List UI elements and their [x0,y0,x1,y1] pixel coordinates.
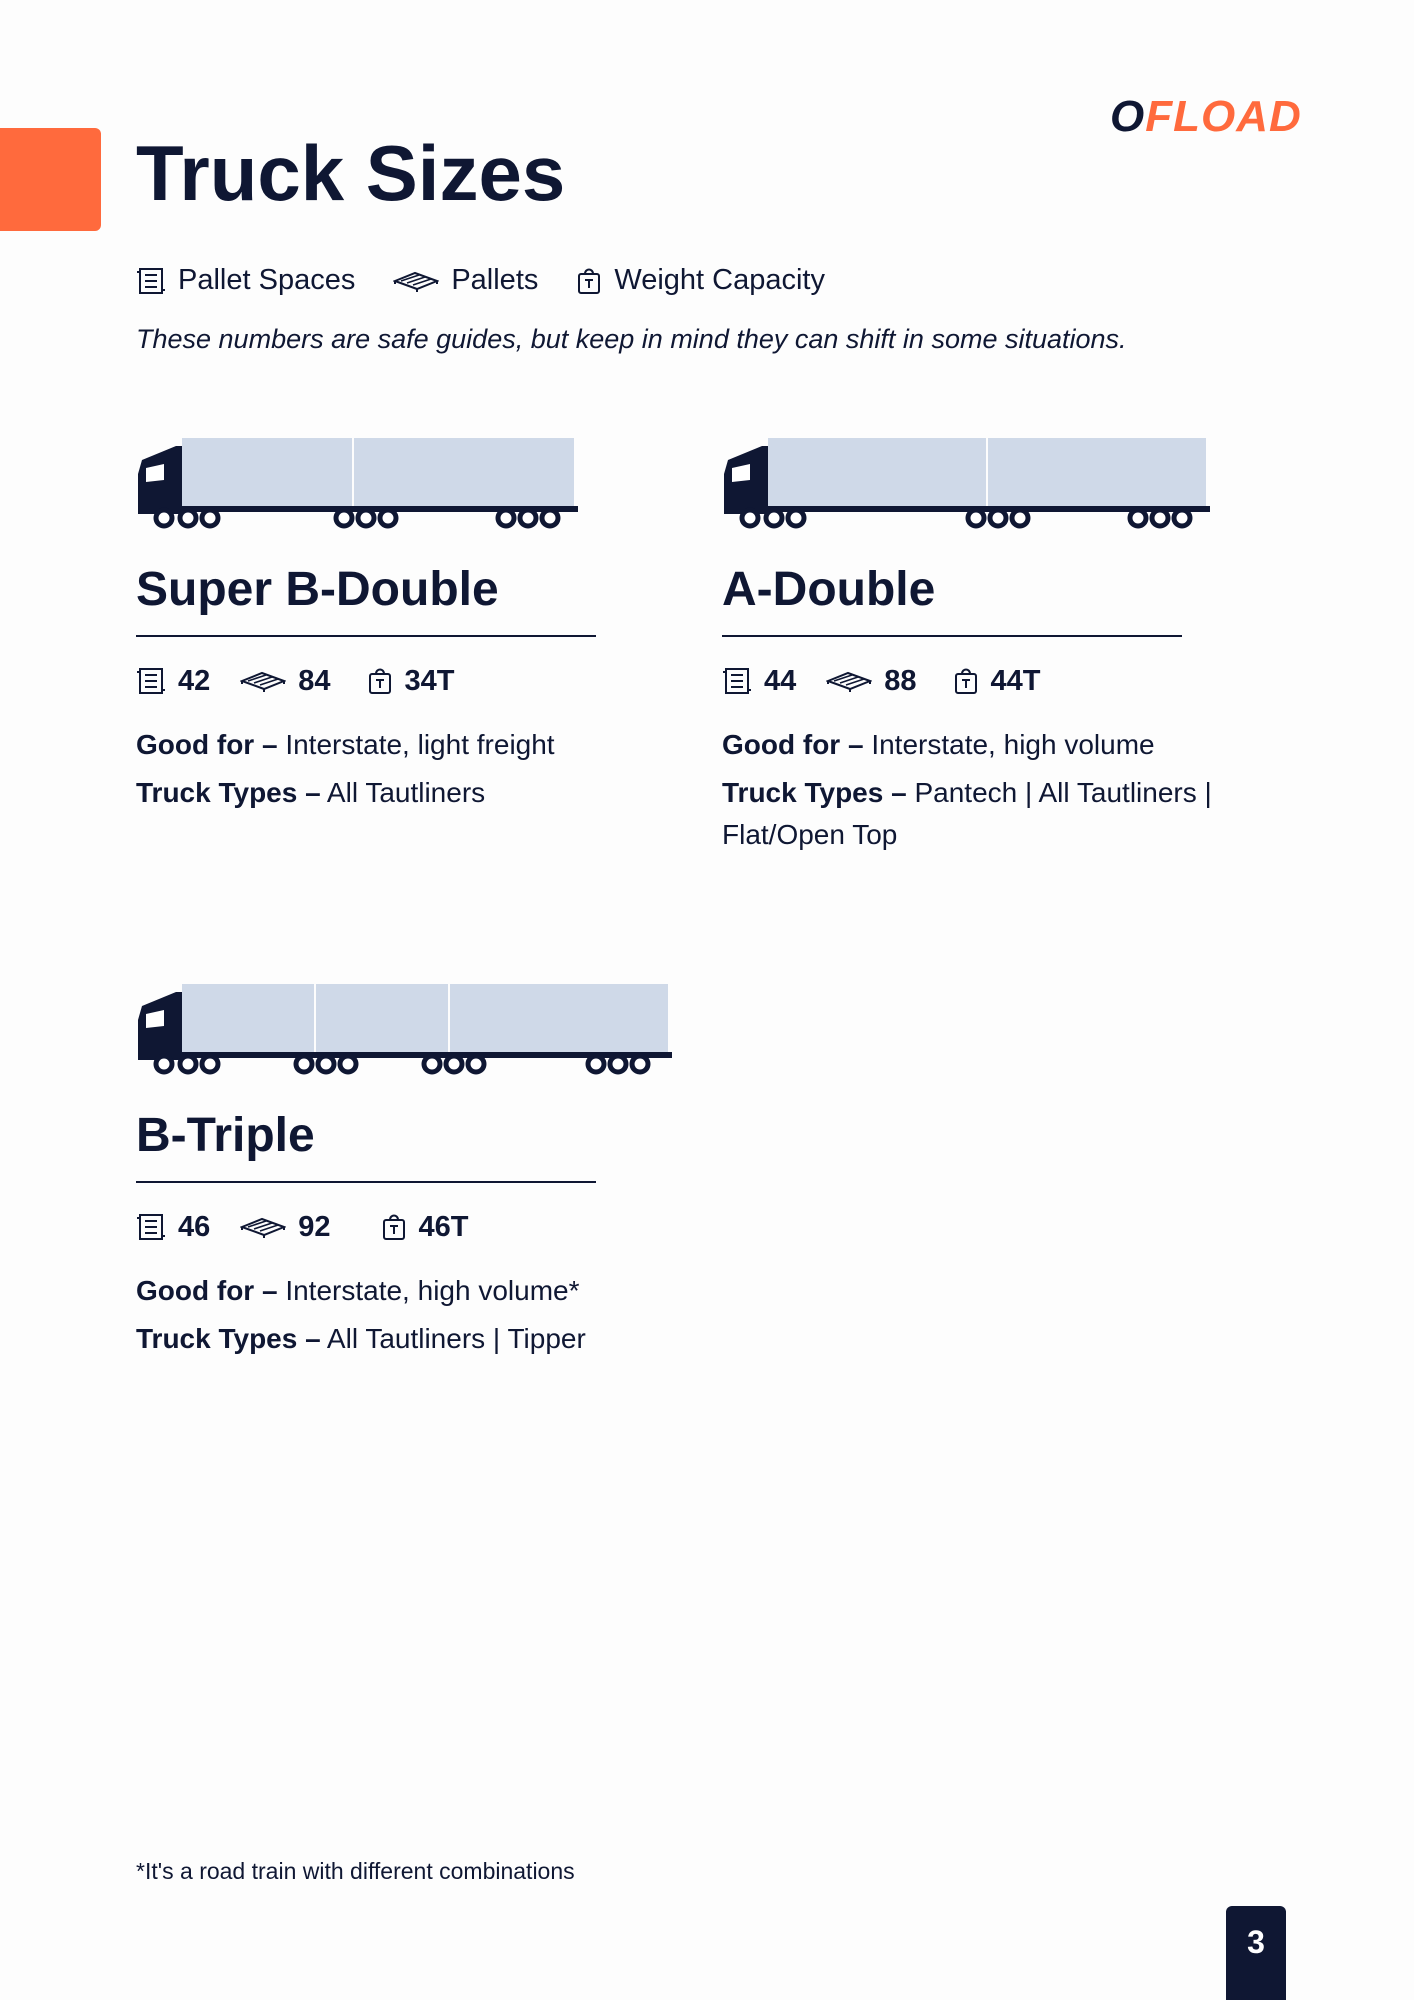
truck-types-line: Truck Types – All Tautliners | Tipper [136,1322,586,1354]
truck-types-line: Truck Types – All Tautliners [136,776,486,808]
legend-label: Pallet Spaces [178,264,356,296]
truck-stats [136,665,696,698]
good-for-line: Good for – Interstate, light freight [136,728,555,760]
pallets-stat: 88 [826,665,916,698]
truck-card-super-b-double [136,436,696,820]
weight-capacity-icon [953,666,979,696]
pallets-stat: 92 [240,1211,330,1244]
truck-card-a-double [722,436,1282,862]
truck-types-line: Truck Types – Pantech | All Tautliners | Flat/Open Top [722,776,1212,850]
pallets-icon [240,1215,286,1239]
a-double-truck-illustration [722,436,1212,536]
pallet-spaces-icon [136,266,166,296]
good-for-line: Good for – Interstate, high volume* [136,1274,580,1306]
pallets-icon [393,269,439,293]
pallets-icon [240,669,286,693]
pallet-spaces-icon [136,666,166,696]
weight-stat: 44T [953,665,1041,698]
truck-stats [722,665,1282,698]
legend-label: Weight Capacity [614,264,825,296]
good-for-line: Good for – Interstate, high volume [722,728,1155,760]
truck-description [136,724,696,814]
pallet-spaces-icon [722,666,752,696]
footnote: *It's a road train with different combinations [136,1858,575,1884]
page-title: Truck Sizes [136,129,566,217]
pallet-spaces-stat: 42 [136,665,210,698]
pallet-spaces-stat: 44 [722,665,796,698]
truck-name: A-Double [722,563,936,616]
legend-pallets [393,264,538,297]
pallet-spaces-stat: 46 [136,1211,210,1244]
legend-pallet-spaces [136,264,355,297]
ofload-logo: OFLOAD [1110,92,1302,141]
truck-name: B-Triple [136,1109,315,1162]
pallet-spaces-icon [136,1212,166,1242]
b-triple-truck-illustration [136,982,676,1082]
truck-card-b-triple [136,982,696,1366]
accent-block [0,128,101,231]
legend [136,264,863,297]
pallets-icon [826,669,872,693]
divider [136,1181,596,1183]
legend-label: Pallets [451,264,539,296]
super-b-double-truck-illustration [136,436,586,536]
pallets-stat: 84 [240,665,330,698]
weight-stat: 46T [381,1211,469,1244]
divider [722,635,1182,637]
weight-stat: 34T [367,665,455,698]
legend-weight-capacity [576,264,825,297]
truck-stats [136,1211,696,1244]
weight-capacity-icon [367,666,393,696]
weight-capacity-icon [576,266,602,296]
truck-name: Super B-Double [136,563,499,616]
disclaimer-note: These numbers are safe guides, but keep in mind they can shift in some situations. [136,324,1127,354]
divider [136,635,596,637]
truck-description [136,1270,696,1360]
weight-capacity-icon [381,1212,407,1242]
page-number: 3 [1226,1906,1286,2000]
truck-description [722,724,1242,856]
